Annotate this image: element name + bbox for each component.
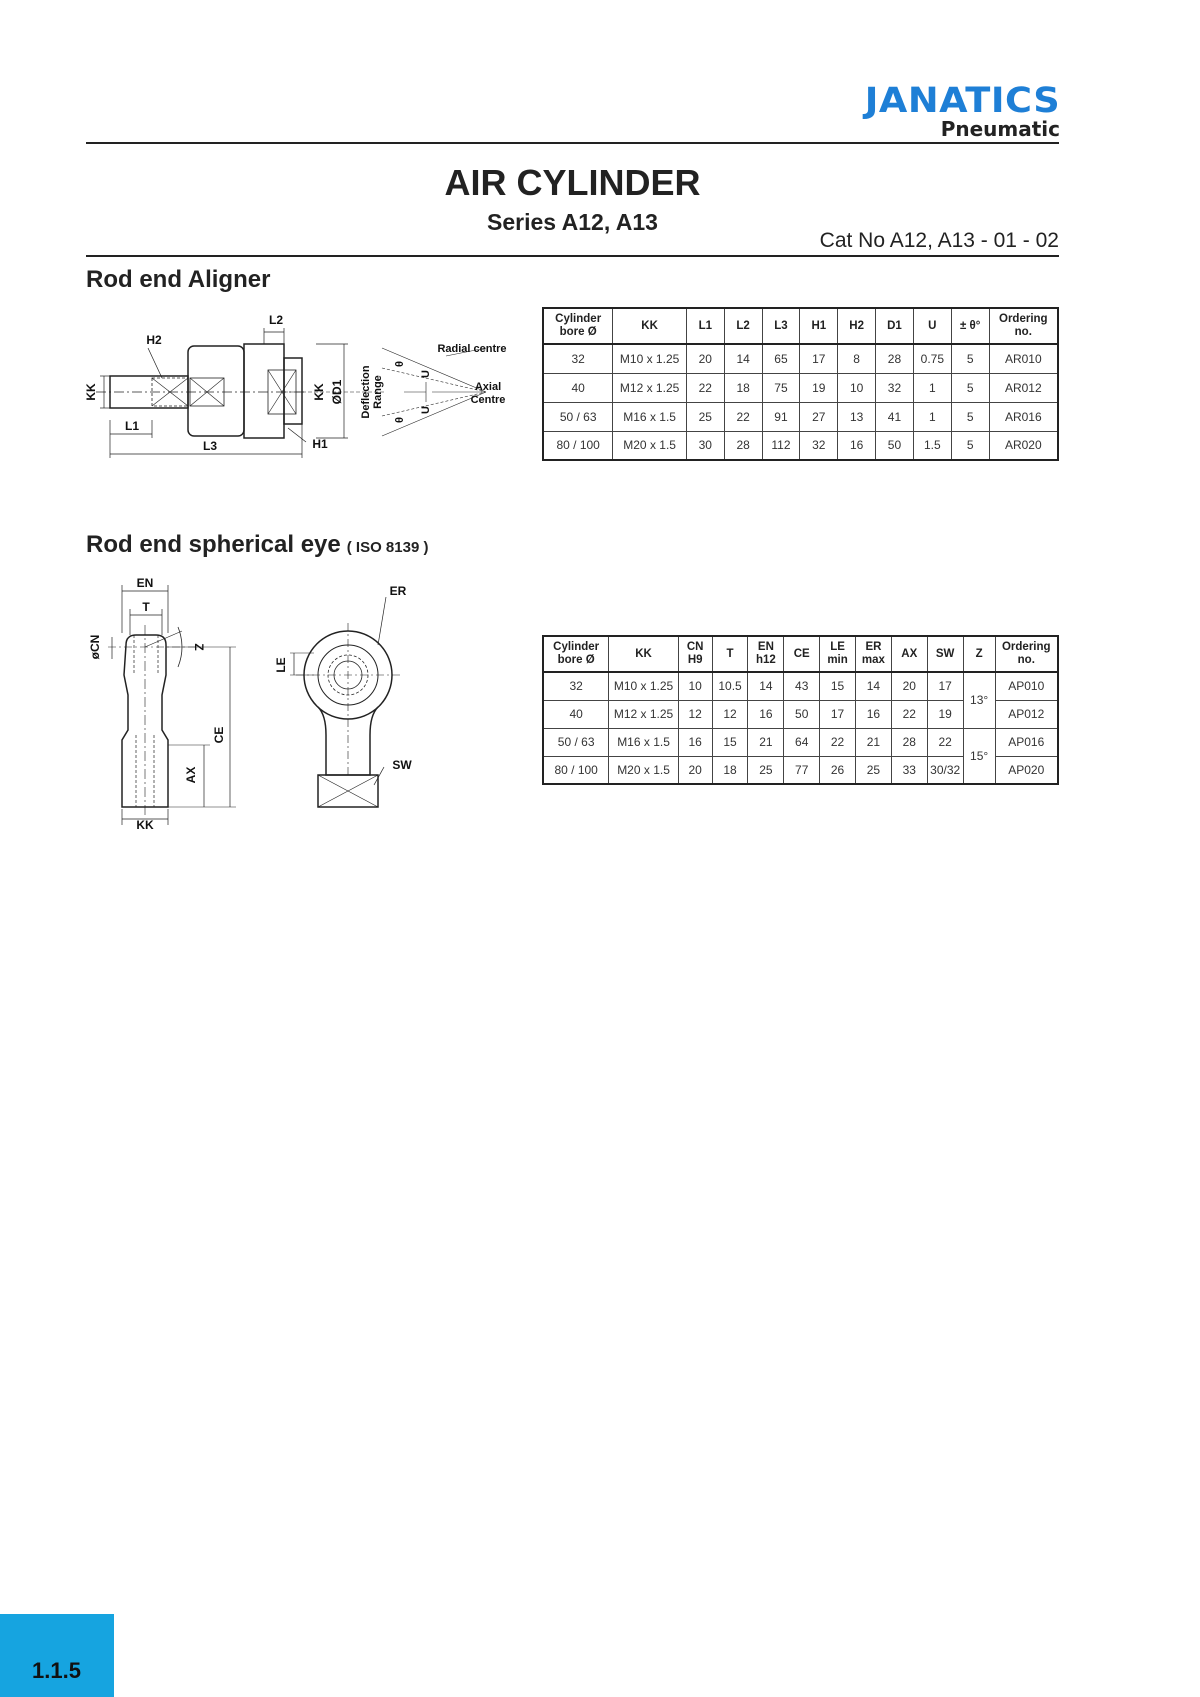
table-row [543,373,1058,402]
label-ax: AX [184,766,199,784]
iso-note: ( ISO 8139 ) [346,539,429,556]
table-cell: 14 [748,672,784,700]
header-rule [86,142,1059,144]
table-cell: 21 [855,728,891,756]
label-l1: L1 [124,419,140,433]
label-kk-right: KK [312,383,327,401]
table-cell: 50 / 63 [543,728,609,756]
label-radial-centre: Radial centre [437,343,507,355]
catalog-number: Cat No A12, A13 - 01 - 02 [819,229,1059,252]
table-cell: 26 [820,756,856,784]
table-cell: 50 [784,700,820,728]
page-title: AIR CYLINDER [444,162,701,203]
table-cell: M10 x 1.25 [613,344,687,373]
table-cell: 64 [784,728,820,756]
label-t: T [142,600,150,614]
aligner-table [542,307,1059,461]
table-cell: 40 [543,700,609,728]
aligner-header-ordering: Ordering no. [989,308,1058,344]
table-cell: 1 [913,402,951,431]
table-cell: 5 [951,431,989,460]
eye-header-bore: Cylinder bore Ø [543,636,609,672]
table-cell: 15 [712,728,748,756]
table-cell: 5 [951,344,989,373]
page-subtitle: Series A12, A13 [487,209,658,235]
table-cell: 16 [748,700,784,728]
table-row [543,672,1058,700]
table-cell: M12 x 1.25 [609,700,678,728]
label-theta-bottom: θ [393,417,406,423]
table-cell: 16 [855,700,891,728]
table-row [543,344,1058,373]
section-title-aligner: Rod end Aligner [86,266,271,293]
label-kk-left: KK [84,383,99,401]
table-cell: 30 [686,431,724,460]
label-l3: L3 [202,439,218,453]
eye-header-t: T [712,636,748,672]
aligner-header-l3: L3 [762,308,800,344]
table-cell: 5 [951,402,989,431]
table-cell: AR016 [989,402,1058,431]
table-cell: 22 [686,373,724,402]
table-cell: 33 [891,756,927,784]
table-cell: 17 [927,672,963,700]
table-cell: 28 [724,431,762,460]
table-cell: M20 x 1.5 [613,431,687,460]
table-cell: AP016 [995,728,1058,756]
table-cell: 28 [891,728,927,756]
table-cell: 20 [678,756,712,784]
table-cell: 16 [678,728,712,756]
table-cell: 12 [712,700,748,728]
table-cell: 18 [712,756,748,784]
table-cell: 12 [678,700,712,728]
table-cell-z: 13° [963,672,995,728]
eye-header-ordering: Ordering no. [995,636,1058,672]
table-cell: 41 [876,402,914,431]
aligner-header-theta: ± θ° [951,308,989,344]
table-cell: 17 [820,700,856,728]
table-cell: AR020 [989,431,1058,460]
table-cell: 5 [951,373,989,402]
aligner-header-h1: H1 [800,308,838,344]
aligner-header-h2: H2 [838,308,876,344]
spherical-eye-drawing [86,575,426,835]
table-cell: M10 x 1.25 [609,672,678,700]
label-theta-top: θ [393,361,406,367]
table-cell: 32 [543,344,613,373]
table-cell: 16 [838,431,876,460]
label-u-bottom: U [419,406,432,414]
eye-header-ax: AX [891,636,927,672]
table-cell: 13 [838,402,876,431]
aligner-header-bore: Cylinder bore Ø [543,308,613,344]
table-cell: 50 / 63 [543,402,613,431]
page-tab [0,1614,114,1697]
eye-header-sw: SW [927,636,963,672]
spherical-eye-table [542,635,1059,785]
table-cell: 20 [891,672,927,700]
table-cell: 15 [820,672,856,700]
label-z: Z [191,643,206,651]
table-cell: 10 [678,672,712,700]
table-cell: M12 x 1.25 [613,373,687,402]
label-en: EN [136,576,154,590]
table-row [543,728,1058,756]
aligner-header-kk: KK [613,308,687,344]
table-cell: M20 x 1.5 [609,756,678,784]
table-cell: AR012 [989,373,1058,402]
table-cell: 25 [686,402,724,431]
eye-header-cn: CN H9 [678,636,712,672]
table-cell: 18 [724,373,762,402]
table-cell: 25 [748,756,784,784]
label-u-top: U [419,370,432,378]
table-cell: 17 [800,344,838,373]
label-deflection: Deflection [359,365,372,419]
table-cell: AP010 [995,672,1058,700]
aligner-header-l1: L1 [686,308,724,344]
table-cell: 21 [748,728,784,756]
table-cell: 27 [800,402,838,431]
table-cell: 1.5 [913,431,951,460]
label-h1: H1 [312,437,328,451]
table-cell: 80 / 100 [543,756,609,784]
table-cell: 65 [762,344,800,373]
table-cell: 22 [820,728,856,756]
brand-logo [864,81,1060,141]
table-cell: 50 [876,431,914,460]
table-cell: 28 [876,344,914,373]
label-sw: SW [392,758,412,772]
table-cell: AP020 [995,756,1058,784]
brand-name: JANATICS [864,81,1060,121]
label-cn: øCN [88,634,103,660]
table-row [543,431,1058,460]
label-le: LE [274,657,289,673]
table-cell-z: 15° [963,728,995,784]
eye-header-le: LE min [820,636,856,672]
table-cell: AP012 [995,700,1058,728]
table-cell: 22 [891,700,927,728]
table-cell: 22 [927,728,963,756]
table-cell: M16 x 1.5 [609,728,678,756]
table-row [543,402,1058,431]
table-cell: 22 [724,402,762,431]
table-cell: 43 [784,672,820,700]
table-cell: 75 [762,373,800,402]
aligner-header-u: U [913,308,951,344]
aligner-header-l2: L2 [724,308,762,344]
table-cell: 14 [724,344,762,373]
table-cell: 0.75 [913,344,951,373]
eye-header-ce: CE [784,636,820,672]
label-h2: H2 [146,333,162,347]
eye-header-z: Z [963,636,995,672]
eye-header-en: EN h12 [748,636,784,672]
title-rule [86,255,1059,257]
section-title-spherical-eye [86,531,428,559]
table-cell: 8 [838,344,876,373]
aligner-header-d1: D1 [876,308,914,344]
table-cell: 10.5 [712,672,748,700]
table-cell: 1 [913,373,951,402]
table-cell: 80 / 100 [543,431,613,460]
table-cell: 32 [876,373,914,402]
label-axial: Axial [474,381,502,393]
page-number: 1.1.5 [32,1658,81,1683]
aligner-drawing [86,308,516,468]
table-cell: 10 [838,373,876,402]
label-ce: CE [212,726,227,744]
table-cell: M16 x 1.5 [613,402,687,431]
label-er: ER [389,584,407,598]
table-cell: 32 [800,431,838,460]
table-cell: 14 [855,672,891,700]
table-cell: 112 [762,431,800,460]
section-title-spherical-eye-text: Rod end spherical eye [86,531,341,558]
table-cell: 32 [543,672,609,700]
table-cell: 19 [800,373,838,402]
table-cell: 77 [784,756,820,784]
table-cell: 40 [543,373,613,402]
label-d1: ØD1 [330,379,345,405]
table-cell: 19 [927,700,963,728]
table-cell: 25 [855,756,891,784]
label-kk-eye: KK [136,818,154,832]
table-cell: AR010 [989,344,1058,373]
table-cell: 20 [686,344,724,373]
eye-header-er: ER max [855,636,891,672]
label-range: Range [371,375,384,409]
table-cell: 30/32 [927,756,963,784]
brand-subtitle: Pneumatic [940,117,1060,141]
label-l2: L2 [268,313,284,327]
table-cell: 91 [762,402,800,431]
eye-header-kk: KK [609,636,678,672]
label-centre: Centre [470,394,506,406]
